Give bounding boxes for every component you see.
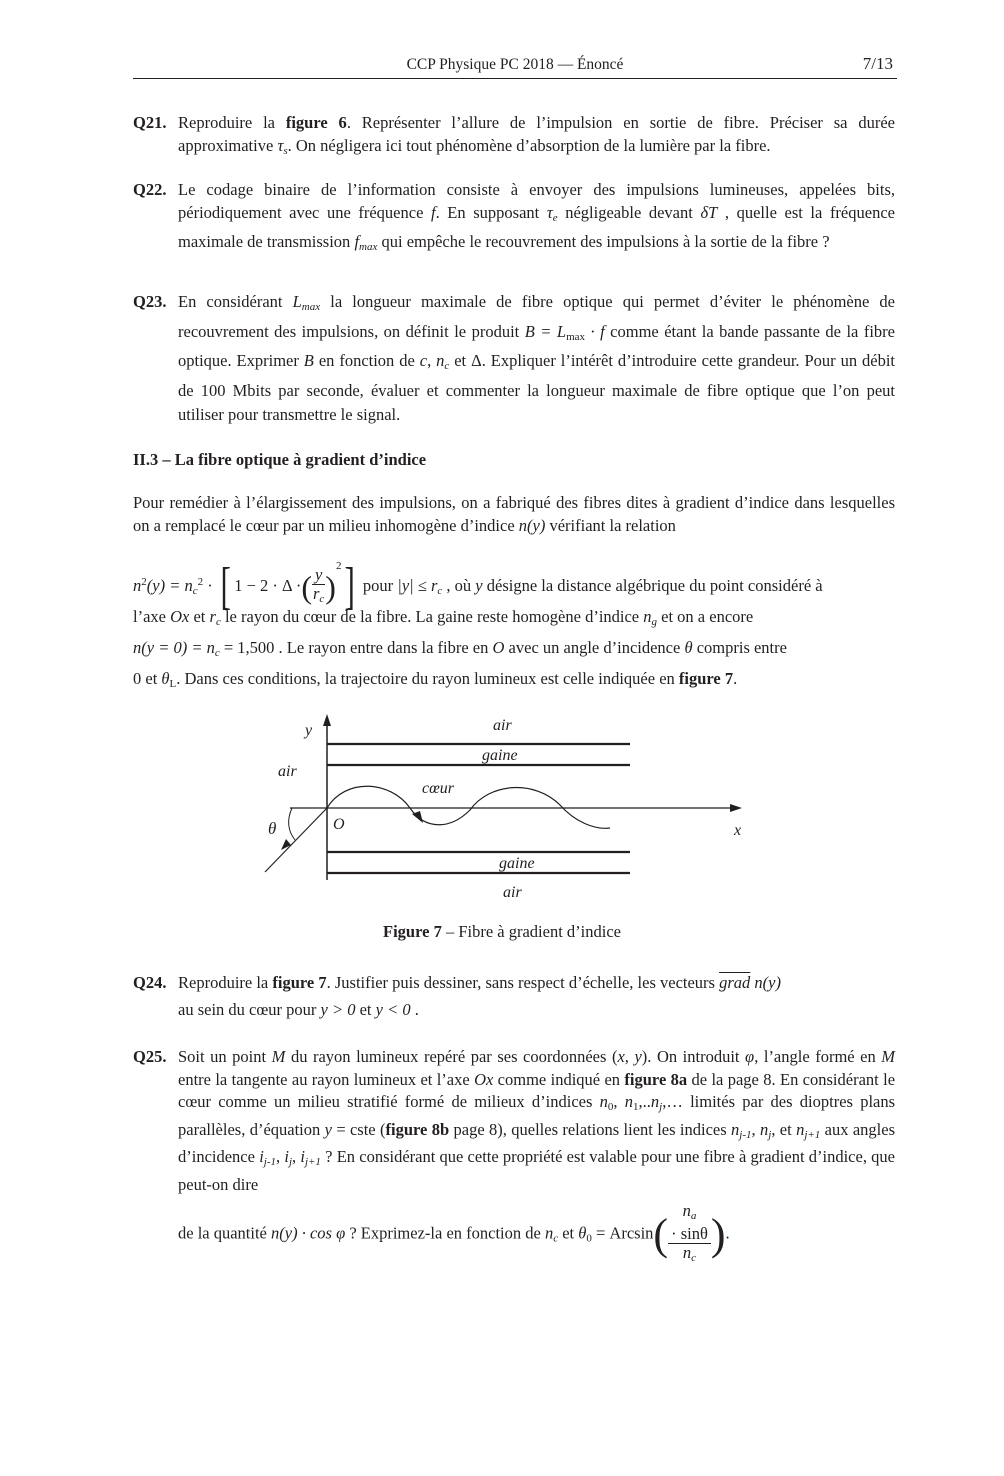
label-air-left: air bbox=[278, 763, 297, 780]
angle-arc bbox=[289, 808, 295, 840]
label-gaine-bottom: gaine bbox=[499, 855, 535, 872]
y-axis-arrow bbox=[323, 714, 331, 726]
question-24 bbox=[133, 969, 895, 1023]
label-air-bottom: air bbox=[503, 884, 522, 901]
x-axis-arrow bbox=[730, 804, 742, 812]
question-number: Q25. bbox=[133, 1047, 167, 1066]
intro-paragraph: Pour remédier à l’élargissement des impulsions, on a fabriqué des fibres dites à gradient d’indice dans lesquelles on a remplacé le cœur par un milieu inhomogène d’indice n(y) vérifiant la relation bbox=[133, 493, 895, 535]
label-y: y bbox=[305, 722, 313, 739]
light-ray-trajectory bbox=[327, 786, 610, 828]
label-theta: θ bbox=[268, 819, 277, 838]
label-x: x bbox=[734, 822, 742, 839]
question-22 bbox=[133, 178, 895, 259]
question-number: Q23. bbox=[133, 292, 167, 311]
intro-paragraph-2: l’axe Ox et $r_c$ le rayon du cœur de la fibre. La gaine reste homogène d’indice $n_g$ et on a encore $n(y = 0) = n_c = 1,500$ . Le rayon entre dans la fibre en O avec un angle d’incidence θ compris entre 0 et $\theta_L$. Dans ces conditions, la trajectoire du rayon lumineux est celle indiquée en figure 7. bbox=[133, 607, 787, 690]
question-text: En considérant $L_{max}$ la longueur maximale de fibre optique qui permet d’éviter le phénomène de recouvrement des impulsions, on définit le produit $B = L_{max} \cdot f$ comme étant la bande passante de la fibre optique. Exprimer B en fonction de c, $n_c$ et Δ. Expliquer l’intérêt d’introduire cette grandeur. Pour un débit de 100 Mbits par seconde, évaluer et commenter la longueur maximale de fibre optique que l’on peut utiliser pour transmettre le signal. bbox=[178, 292, 895, 424]
question-25-final-line: de la quantité n(y) · cos φ ? Exprimez-la en fonction de $n_c$ et $\theta_0 = Arcsin$( $n_a$ · sinθ $n_c$ ). bbox=[178, 1201, 730, 1264]
incident-ray bbox=[265, 808, 327, 872]
page-header bbox=[133, 54, 897, 79]
question-number: Q24. bbox=[133, 973, 167, 992]
label-air-top: air bbox=[493, 717, 512, 734]
figure-caption: Figure 7 – Fibre à gradient d’indice bbox=[383, 922, 621, 941]
page-number: 7/13 bbox=[862, 54, 893, 73]
question-text: Soit un point M du rayon lumineux repéré par ses coordonnées (x, y). On introduit φ, l’angle formé en M entre la tangente au rayon lumineux et l’axe Ox comme indiqué en figure 8a de la page 8. En considérant le cœur comme un milieu stratifié formé de milieux d’indices $n_0$, $n_1,..n_j,\dots$ limités par des dioptres plans parallèles, d’équation y = cste (figure 8b page 8), quelles relations lient les indices $n_{j-1}$, $n_j$, et $n_{j+1}$ aux angles d’incidence $i_{j-1}$, $i_j$, $i_{j+1}$ ? En considérant que cette propriété est valable pour une fibre à gradient d’indice, que peut-on dire bbox=[178, 1047, 896, 1194]
question-text: Le codage binaire de l’information consiste à envoyer des impulsions lumineuses, appelées bits, périodiquement avec une fréquence f. En supposant $\tau_e$ négligeable devant δT , quelle est la fréquence maximale de transmission $f_{max}$ qui empêche le recouvrement des impulsions à la sortie de la fibre ? bbox=[178, 180, 895, 253]
question-number: Q22. bbox=[133, 180, 167, 199]
label-gaine-top: gaine bbox=[482, 747, 518, 764]
question-text: Reproduire la figure 6. Représenter l’allure de l’impulsion en sortie de fibre. Préciser sa durée approximative $\tau_s$. On négligera ici tout phénomène d’absorption de la lumière par la fibre. bbox=[178, 113, 896, 157]
question-text: Reproduire la figure 7. Justifier puis dessiner, sans respect d’échelle, les vecteurs grad n(y) au sein du cœur pour y > 0 et y < 0 . bbox=[178, 973, 781, 1019]
question-number: Q21. bbox=[133, 113, 167, 132]
index-equation: $n^2(y) = n_c^2$ · [ 1 − 2 · Δ ·( $\frac{y}{r_c}$ )$^2$] pour $|y| \le r_c$ , où y désigne la distance algébrique du point considéré à bbox=[133, 558, 823, 616]
figure-7 bbox=[260, 712, 760, 912]
question-25 bbox=[133, 1046, 896, 1264]
label-coeur: cœur bbox=[422, 780, 454, 797]
header-title: CCP Physique PC 2018 — Énoncé bbox=[406, 56, 624, 73]
question-21 bbox=[133, 111, 895, 163]
incident-ray-arrow bbox=[281, 839, 291, 850]
section-title: II.3 – La fibre optique à gradient d’indice bbox=[133, 450, 427, 469]
question-23 bbox=[133, 290, 895, 428]
label-O: O bbox=[333, 816, 345, 833]
